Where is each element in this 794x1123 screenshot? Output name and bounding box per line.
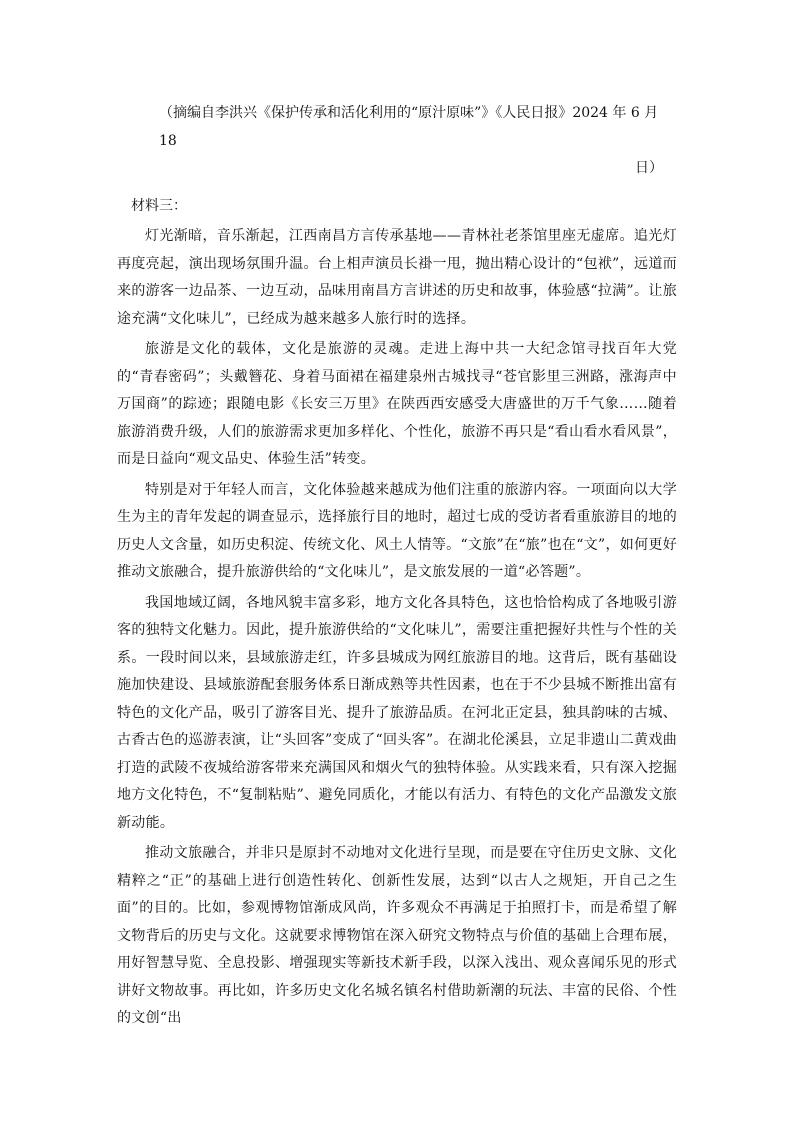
paragraph-4: 我国地域辽阔，各地风貌丰富多彩，地方文化各具特色，这也恰恰构成了各地吸引游客的独特文化魅力。因此，提升旅游供给的“文化味儿”，需要注重把握好共性与个性的关系。一段时间以来，县域旅游走红，许多县城成为网红旅游目的地。这背后，既有基础设施加快建设、县域旅游配套服务体系日渐成熟等共性因素，也在于不少县城不断推出富有特色的文化产品，吸引了游客目光、提升了旅游品质。在河北正定县，独具韵味的古城、古香古色的巡游表演，让“头回客”变成了“回头客”。在湖北伦溪县，立足非遗山二黄戏曲打造的武陵不夜城给游客带来充满国风和烟火气的独特体验。从实践来看，只有深入挖掘地方文化特色，不“复制粘贴”、避免同质化，才能以有活力、有特色的文化产品激发文旅新动能。 bbox=[117, 594, 677, 831]
document-page bbox=[117, 0, 677, 1033]
paragraph-1: 灯光渐暗，音乐渐起，江西南昌方言传承基地——青林社老茶馆里座无虚席。追光灯再度亮起，演出现场氛围升温。台上相声演员长褂一甩，抛出精心设计的“包袱”，远道而来的游客一边品茶、一边互动，品味用南昌方言讲述的历史和故事，体验感“拉满”。让旅途充满“文化味儿”，已经成为越来越多人旅行时的选择。 bbox=[117, 228, 677, 327]
section-title: 材料三： bbox=[131, 197, 187, 214]
source-citation-line2: 日） bbox=[635, 160, 663, 176]
paragraph-5: 推动文旅融合，并非只是原封不动地对文化进行呈现，而是要在守住历史文脉、文化精粹之“正”的基础上进行创造性转化、创新性发展，达到“以古人之规矩，开自己之生面”的目的。比如，参观博物馆渐成风尚，许多观众不再满足于拍照打卡，而是希望了解文物背后的历史与文化。这就要求博物馆在深入研究文物特点与价值的基础上合理布展，用好智慧导览、全息投影、增强现实等新技术新手段，以深入浅出、观众喜闻乐见的形式讲好文物故事。再比如，许多历史文化名城名镇名村借助新潮的玩法、丰富的民俗、个性的文创“出 bbox=[117, 845, 677, 1026]
paragraph-2: 旅游是文化的载体，文化是旅游的灵魂。走进上海中共一大纪念馆寻找百年大党的“青春密码”；头戴簪花、身着马面裙在福建泉州古城找寻“苍官影里三洲路，涨海声中万国商”的踪迹；跟随电影《长安三万里》在陕西西安感受大唐盛世的万千气象……随着旅游消费升级，人们的旅游需求更加多样化、个性化，旅游不再只是“看山看水看风景”，而是日益向“观文品史、体验生活”转变。 bbox=[117, 341, 677, 467]
paragraph-3: 特别是对于年轻人而言，文化体验越来越成为他们注重的旅游内容。一项面向以大学生为主的青年发起的调查显示，选择旅行目的地时，超过七成的受访者看重旅游目的地的历史人文含量，如历史积淀、传统文化、风土人情等。“文旅”在“旅”也在“文”，如何更好推动文旅融合，提升旅游供给的“文化味儿”，是文旅发展的一道“必答题”。 bbox=[117, 481, 677, 580]
source-citation bbox=[117, 100, 677, 155]
source-citation-line1: （摘编自李洪兴《保护传承和活化利用的“原汁原味”》《人民日报》2024 年 6 月 18 bbox=[159, 105, 659, 149]
source-citation-end bbox=[117, 155, 677, 183]
